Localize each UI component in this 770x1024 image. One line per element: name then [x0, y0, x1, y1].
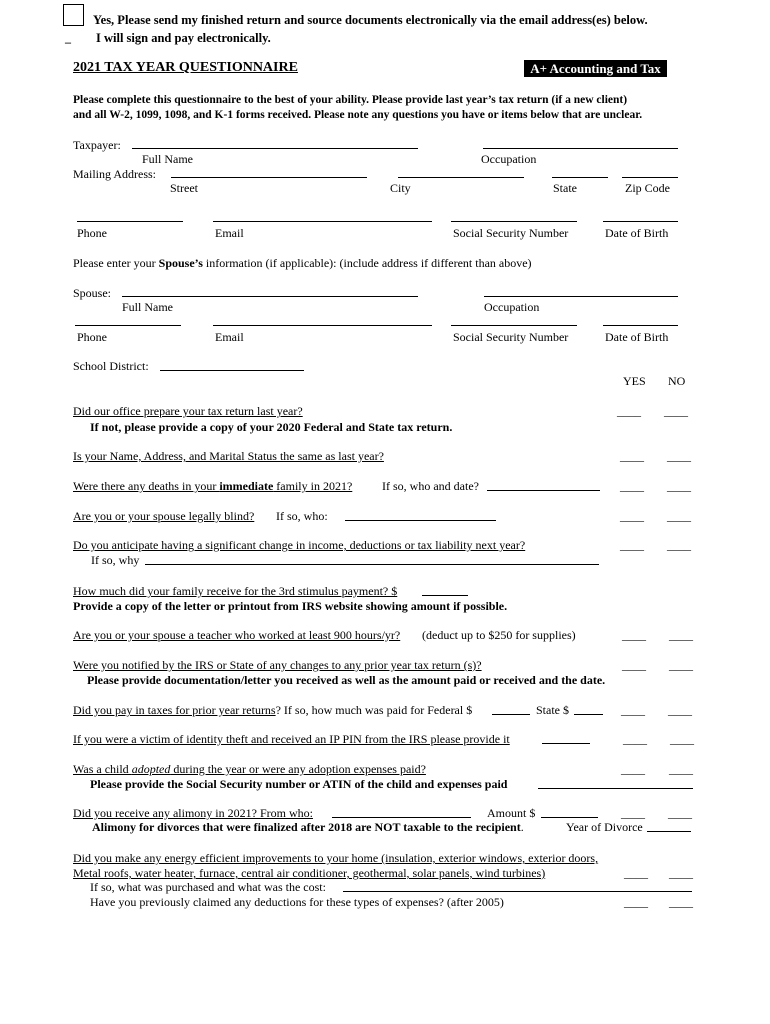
q10-yes-blank[interactable]: ____ [623, 732, 647, 746]
q11-note: Please provide the Social Security number or ATIN of the child and expenses paid [90, 777, 508, 791]
spouse-ssn-field[interactable] [451, 325, 577, 326]
q3-who-date-field[interactable] [487, 490, 600, 491]
q9-state-label: State $ [536, 703, 569, 717]
yes-column-header: YES [623, 374, 646, 388]
full-name-caption: Full Name [142, 152, 193, 166]
spouse-phone-field[interactable] [75, 325, 181, 326]
q3-text: Were there any deaths in your immediate family in 2021? [73, 479, 353, 493]
spouse-occupation-caption: Occupation [484, 300, 540, 314]
q11-text: Was a child adopted during the year or were any adoption expenses paid? [73, 762, 426, 776]
spouse-occupation-field[interactable] [484, 296, 678, 297]
q10-text: If you were a victim of identity theft and received an IP PIN from the IRS please provide it [73, 732, 510, 746]
email-caption: Email [215, 226, 244, 240]
spouse-full-name-caption: Full Name [122, 300, 173, 314]
email-option-line1: Yes, Please send my finished return and source documents electronically via the email address(es) below. [93, 13, 648, 27]
spouse-email-caption: Email [215, 330, 244, 344]
q13-line2: Metal roofs, water heater, furnace, central air conditioner, geothermal, solar panels, wind turbines) [73, 866, 546, 880]
taxpayer-name-field[interactable] [132, 148, 418, 149]
instructions-line2: and all W-2, 1099, 1098, and K-1 forms received. Please note any questions you have or items below that are unclear. [73, 109, 643, 121]
q7-text: Are you or your spouse a teacher who worked at least 900 hours/yr? [73, 628, 401, 642]
q7-no-blank[interactable]: ____ [669, 628, 693, 642]
spouse-intro: Please enter your Spouse’s information (if applicable): (include address if different than above) [73, 256, 532, 270]
q7-yes-blank[interactable]: ____ [622, 628, 646, 642]
ssn-caption: Social Security Number [453, 226, 569, 240]
q13-prior-claims: Have you previously claimed any deductions for these types of expenses? (after 2005) [90, 895, 504, 909]
q5-why-field[interactable] [145, 564, 599, 565]
q4-who-field[interactable] [345, 520, 496, 521]
q8-yes-blank[interactable]: ____ [622, 658, 646, 672]
q2-text: Is your Name, Address, and Marital Status the same as last year? [73, 449, 384, 463]
q12-note: Alimony for divorces that were finalized after 2018 are NOT taxable to the recipient. [92, 820, 524, 834]
q3-follow-up: If so, who and date? [382, 479, 479, 493]
q12-amount-field[interactable] [541, 817, 598, 818]
q12-year-label: Year of Divorce [566, 820, 643, 834]
taxpayer-label: Taxpayer: [73, 138, 121, 152]
q1-note: If not, please provide a copy of your 2020 Federal and State tax return. [90, 420, 453, 434]
spouse-name-field[interactable] [122, 296, 418, 297]
q4-yes-blank[interactable]: ____ [620, 509, 644, 523]
company-badge: A+ Accounting and Tax [524, 60, 667, 77]
spouse-dob-field[interactable] [603, 325, 678, 326]
no-column-header: NO [668, 374, 686, 388]
q9-federal-field[interactable] [492, 714, 530, 715]
q11-no-blank[interactable]: ____ [669, 762, 693, 776]
city-caption: City [390, 181, 411, 195]
q6-amount-field[interactable] [422, 595, 468, 596]
q9-no-blank[interactable]: ____ [668, 703, 692, 717]
q1-yes-blank[interactable]: ____ [617, 404, 641, 418]
zip-caption: Zip Code [625, 181, 670, 195]
spouse-email-field[interactable] [213, 325, 432, 326]
street-caption: Street [170, 181, 198, 195]
taxpayer-occupation-field[interactable] [483, 148, 678, 149]
taxpayer-ssn-field[interactable] [451, 221, 577, 222]
taxpayer-dob-field[interactable] [603, 221, 678, 222]
mailing-address-label: Mailing Address: [73, 167, 156, 181]
taxpayer-phone-field[interactable] [77, 221, 183, 222]
q8-text: Were you notified by the IRS or State of any changes to any prior year tax return (s)? [73, 658, 482, 672]
q4-text: Are you or your spouse legally blind? [73, 509, 255, 523]
street-field[interactable] [171, 177, 367, 178]
q12-text: Did you receive any alimony in 2021? From who: [73, 806, 313, 820]
q13-no-blank[interactable]: ____ [669, 866, 693, 880]
q13-line1: Did you make any energy efficient improvements to your home (insulation, exterior windows, exterior doors, [73, 851, 599, 865]
q9-yes-blank[interactable]: ____ [621, 703, 645, 717]
email-option-line2: I will sign and pay electronically. [96, 31, 271, 45]
q13-yes-blank[interactable]: ____ [624, 866, 648, 880]
taxpayer-email-field[interactable] [213, 221, 432, 222]
q6-text: How much did your family receive for the 3rd stimulus payment? $ [73, 584, 398, 598]
city-field[interactable] [398, 177, 524, 178]
page-title: 2021 TAX YEAR QUESTIONNAIRE [73, 60, 298, 75]
q12-amount-label: Amount $ [487, 806, 536, 820]
q4-follow-up: If so, who: [276, 509, 328, 523]
q13-follow-up: If so, what was purchased and what was the cost: [90, 880, 326, 894]
q6-note: Provide a copy of the letter or printout from IRS website showing amount if possible. [73, 599, 508, 613]
dash-mark: _ [65, 31, 71, 45]
q5-no-blank[interactable]: ____ [667, 538, 691, 552]
email-delivery-checkbox[interactable] [63, 4, 84, 26]
q9-state-field[interactable] [574, 714, 603, 715]
q13-prior-no-blank[interactable]: ____ [669, 895, 693, 909]
q1-no-blank[interactable]: ____ [664, 404, 688, 418]
q2-no-blank[interactable]: ____ [667, 449, 691, 463]
q3-no-blank[interactable]: ____ [667, 479, 691, 493]
q9-text: Did you pay in taxes for prior year returns? If so, how much was paid for Federal $ [73, 703, 473, 717]
occupation-caption: Occupation [481, 152, 537, 166]
dob-caption: Date of Birth [605, 226, 669, 240]
q8-note: Please provide documentation/letter you received as well as the amount paid or received and the date. [87, 673, 606, 687]
q13-prior-yes-blank[interactable]: ____ [624, 895, 648, 909]
q4-no-blank[interactable]: ____ [667, 509, 691, 523]
q12-yes-blank[interactable]: ____ [621, 806, 645, 820]
q3-yes-blank[interactable]: ____ [620, 479, 644, 493]
school-district-field[interactable] [160, 370, 304, 371]
q12-year-field[interactable] [647, 831, 691, 832]
q5-yes-blank[interactable]: ____ [620, 538, 644, 552]
q5-text: Do you anticipate having a significant change in income, deductions or tax liability next year? [73, 538, 526, 552]
spouse-ssn-caption: Social Security Number [453, 330, 569, 344]
q5-follow-up: If so, why [91, 553, 140, 567]
spouse-phone-caption: Phone [77, 330, 107, 344]
phone-caption: Phone [77, 226, 107, 240]
spouse-label: Spouse: [73, 286, 112, 300]
zip-field[interactable] [622, 177, 678, 178]
q10-no-blank[interactable]: ____ [670, 732, 694, 746]
school-district-label: School District: [73, 359, 149, 373]
q8-no-blank[interactable]: ____ [669, 658, 693, 672]
q12-from-who-field[interactable] [332, 817, 471, 818]
spouse-dob-caption: Date of Birth [605, 330, 669, 344]
q7-follow-up: (deduct up to $250 for supplies) [422, 628, 576, 642]
q11-child-ssn-field[interactable] [538, 788, 693, 789]
q11-yes-blank[interactable]: ____ [621, 762, 645, 776]
q10-ip-pin-field[interactable] [542, 743, 590, 744]
state-field[interactable] [552, 177, 608, 178]
q12-no-blank[interactable]: ____ [668, 806, 692, 820]
q2-yes-blank[interactable]: ____ [620, 449, 644, 463]
instructions-line1: Please complete this questionnaire to the best of your ability. Please provide last year’s tax return (if a new client) [73, 94, 628, 106]
state-caption: State [553, 181, 577, 195]
q13-purchase-field[interactable] [343, 891, 692, 892]
q1-text: Did our office prepare your tax return last year? [73, 404, 303, 418]
